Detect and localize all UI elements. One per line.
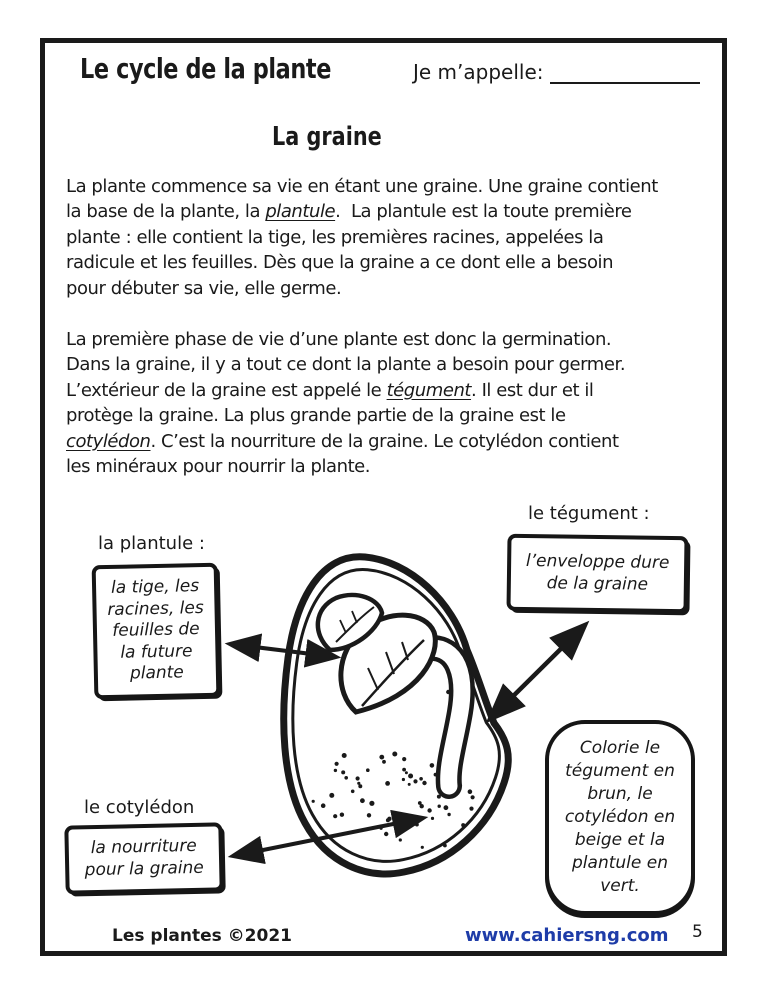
paragraph-1: La plante commence sa vie en étant une graine. Une graine contient la base de la plante, la plantule. La plantule est la toute première plante : elle contient la tige, les premières racines, appelées la radicule et les feuilles. Dès que la graine a ce dont elle a besoin pour débuter sa vie, elle germe.	[66, 176, 658, 299]
footer-website-link[interactable]: www.cahiersng.com	[465, 925, 669, 946]
name-field-label: Je m’appelle:	[413, 60, 544, 84]
arrow-tegument	[490, 625, 585, 719]
coloring-instruction-bubble: Colorie le tégument en brun, le cotylédon en beige et la plantule en vert.	[545, 720, 695, 915]
section-title: La graine	[272, 122, 382, 152]
footer-credit: Les plantes ©2021	[112, 926, 292, 946]
paragraph-2: La première phase de vie d’une plante est donc la germination. Dans la graine, il y a tout ce dont la plante a besoin pour germer. L’extérieur de la graine est appelé le tégument. Il est dur et il protège la graine. La plus grande partie de la graine est le cotylédon. C’est la nourriture de la graine. Le cotylédon contient les minéraux pour nourrir la plante.	[66, 329, 626, 478]
seed-outline	[284, 557, 509, 874]
plantule-box: la tige, les racines, les feuilles de la future plante	[92, 563, 221, 699]
page-number: 5	[692, 922, 703, 942]
page-title: Le cycle de la plante	[80, 52, 331, 85]
cotyledon-box: la nourriture pour la graine	[64, 822, 223, 894]
tegument-label: le tégument :	[528, 503, 650, 524]
tegument-box: l’enveloppe dure de la graine	[506, 534, 688, 614]
plantule-label: la plantule :	[98, 533, 205, 554]
cotyledon-label: le cotylédon	[84, 797, 195, 818]
